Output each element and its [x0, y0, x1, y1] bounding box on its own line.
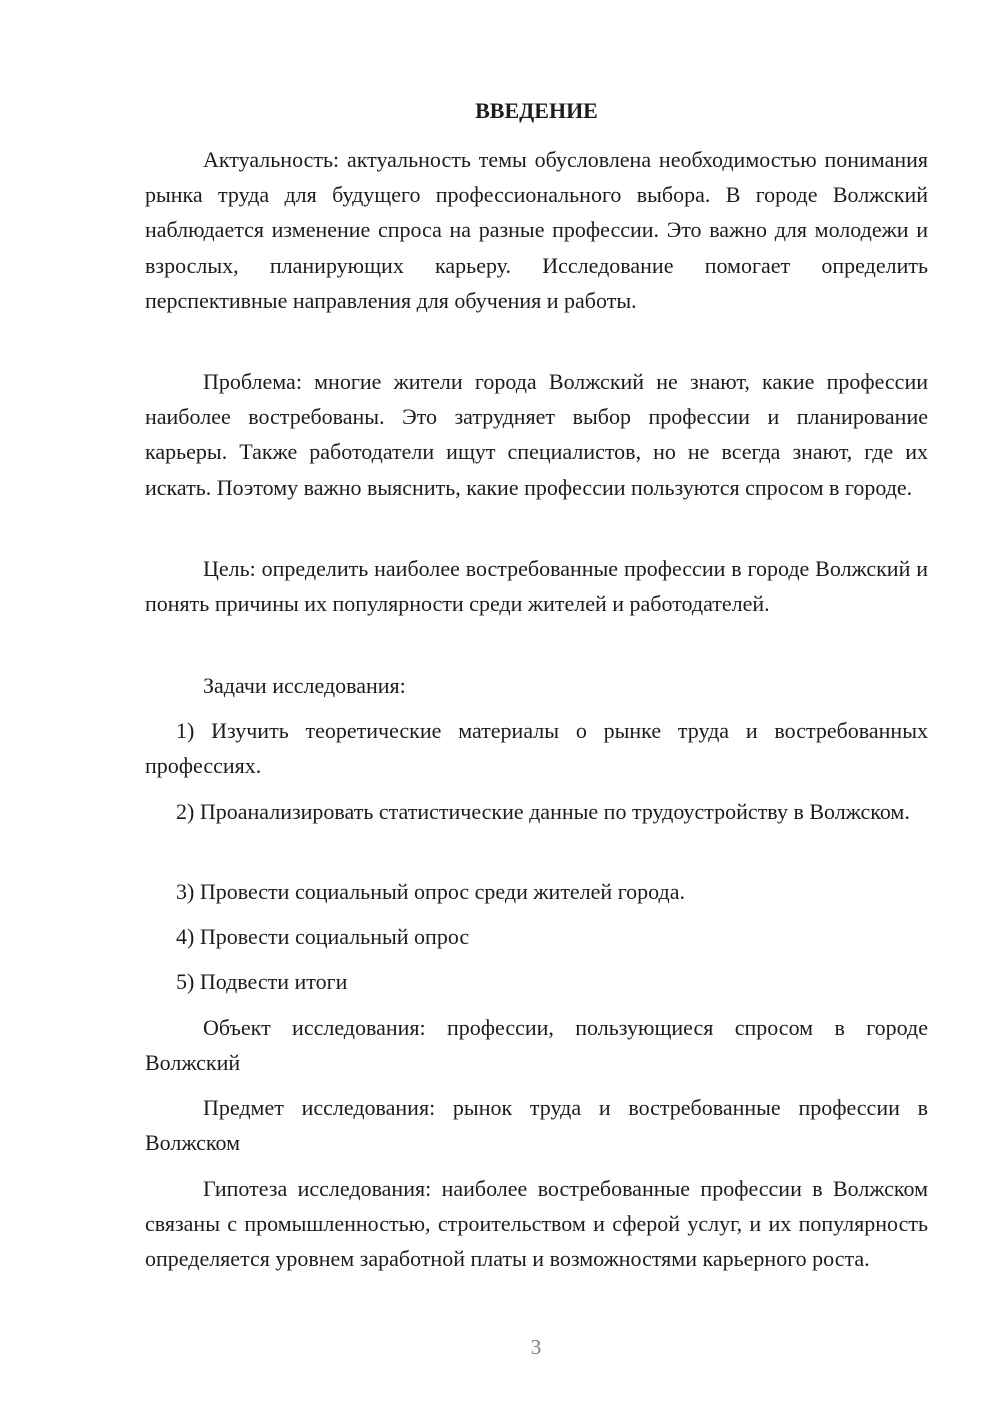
- page-number: 3: [530, 1335, 542, 1359]
- tasks-heading: Задачи исследования:: [203, 673, 406, 698]
- task-item-4: 4) Провести социальный опрос: [176, 924, 470, 949]
- object-paragraph: Объект исследования: профессии, пользующиеся спросом в городе Волжский: [145, 1015, 928, 1076]
- task-item-2: 2) Проанализировать статистические данные по трудоустройству в Волжском.: [176, 799, 910, 824]
- page-title: ВВЕДЕНИЕ: [475, 98, 598, 123]
- task-item-1: 1) Изучить теоретические материалы о рынке труда и востребованных профессиях.: [145, 718, 928, 779]
- task-item-5: 5) Подвести итоги: [176, 969, 348, 994]
- subject-paragraph: Предмет исследования: рынок труда и востребованные профессии в Волжском: [145, 1095, 928, 1156]
- hypothesis-paragraph: Гипотеза исследования: наиболее востребованные профессии в Волжском связаны с промышленностью, строительством и сферой услуг, и их популярность определяется уровнем заработной платы и возможностями карьерного роста.: [145, 1176, 928, 1272]
- task-item-3: 3) Провести социальный опрос среди жителей города.: [176, 879, 686, 904]
- problem-paragraph: Проблема: многие жители города Волжский не знают, какие профессии наиболее востребованы. Это затрудняет выбор профессии и планирование карьеры. Также работодатели ищут специалистов, но не всегда знают, где их искать. Поэтому важно выяснить, какие профессии пользуются спросом в городе.: [145, 369, 928, 500]
- relevance-paragraph: Актуальность: актуальность темы обусловлена необходимостью понимания рынка труда для будущего профессионального выбора. В городе Волжский наблюдается изменение спроса на разные профессии. Это важно для молодежи и взрослых, планирующих карьеру. Исследование помогает определить перспективные направления для обучения и работы.: [145, 147, 928, 313]
- goal-paragraph: Цель: определить наиболее востребованные профессии в городе Волжский и понять причины их популярности среди жителей и работодателей.: [145, 556, 928, 617]
